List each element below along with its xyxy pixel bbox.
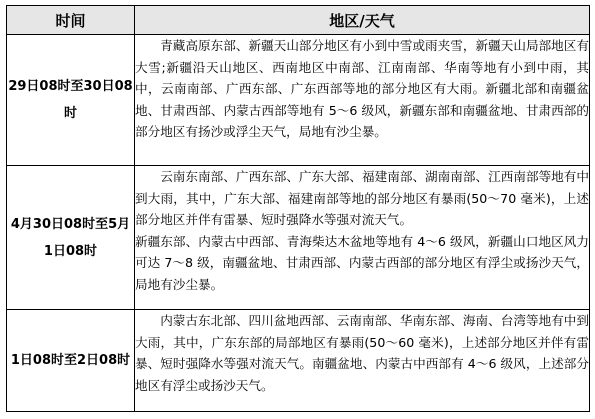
table-row xyxy=(7,166,590,310)
weather-cell xyxy=(135,35,590,166)
weather-text: 内蒙古东北部、四川盆地西部、云南南部、华南东部、海南、台湾等地有中到大雨，其中，广东东部的局部地区有暴雨(50～60 毫米)，上述部分地区并伴有雷暴、短时强降水等强对流天气。南疆盆地、内蒙古中西部有 4～6 级风，上述部分地区有浮尘或扬沙天气。 xyxy=(135,313,589,393)
table-row xyxy=(7,310,590,412)
period-cell: 1日08时至2日08时 xyxy=(7,310,135,412)
table-header-row xyxy=(7,6,590,35)
table-row xyxy=(7,35,590,166)
period-cell: 29日08时至30日08时 xyxy=(7,35,135,166)
weather-cell xyxy=(135,166,590,310)
weather-text: 青藏高原东部、新疆天山部分地区有小到中雪或雨夹雪，新疆天山局部地区有大雪;新疆沿天山地区、西南地区中南部、江南南部、华南等地有小到中雨，其中，云南南部、广西东部、广东西部等地的部分地区有大雨。新疆北部和南疆盆地、甘肃西部、内蒙古西部等地有 5～6 级风，新疆东部和南疆盆地、甘肃西部的部分地区有扬沙或浮尘天气，局地有沙尘暴。 xyxy=(135,38,589,140)
period-cell: 4月30日08时至5月1日08时 xyxy=(7,166,135,310)
forecast-table xyxy=(6,5,590,412)
weather-text: 云南东南部、广西东部、广东大部、福建南部、湖南南部、江西南部等地有中到大雨，其中，广东大部、福建南部等地的部分地区有暴雨(50～70 毫米)，上述部分地区并伴有雷暴、短时强降水等强对流天气。 xyxy=(135,169,589,228)
weather-cell xyxy=(135,310,590,412)
weather-text: 新疆东部、内蒙古中西部、青海柴达木盆地等地有 4～6 级风，新疆山口地区风力可达 7～8 级，南疆盆地、甘肃西部、内蒙古西部的部分地区有浮尘或扬沙天气，局地有沙尘暴。 xyxy=(135,233,589,292)
region-weather-column-header: 地区/天气 xyxy=(135,6,590,35)
time-column-header: 时间 xyxy=(7,6,135,35)
